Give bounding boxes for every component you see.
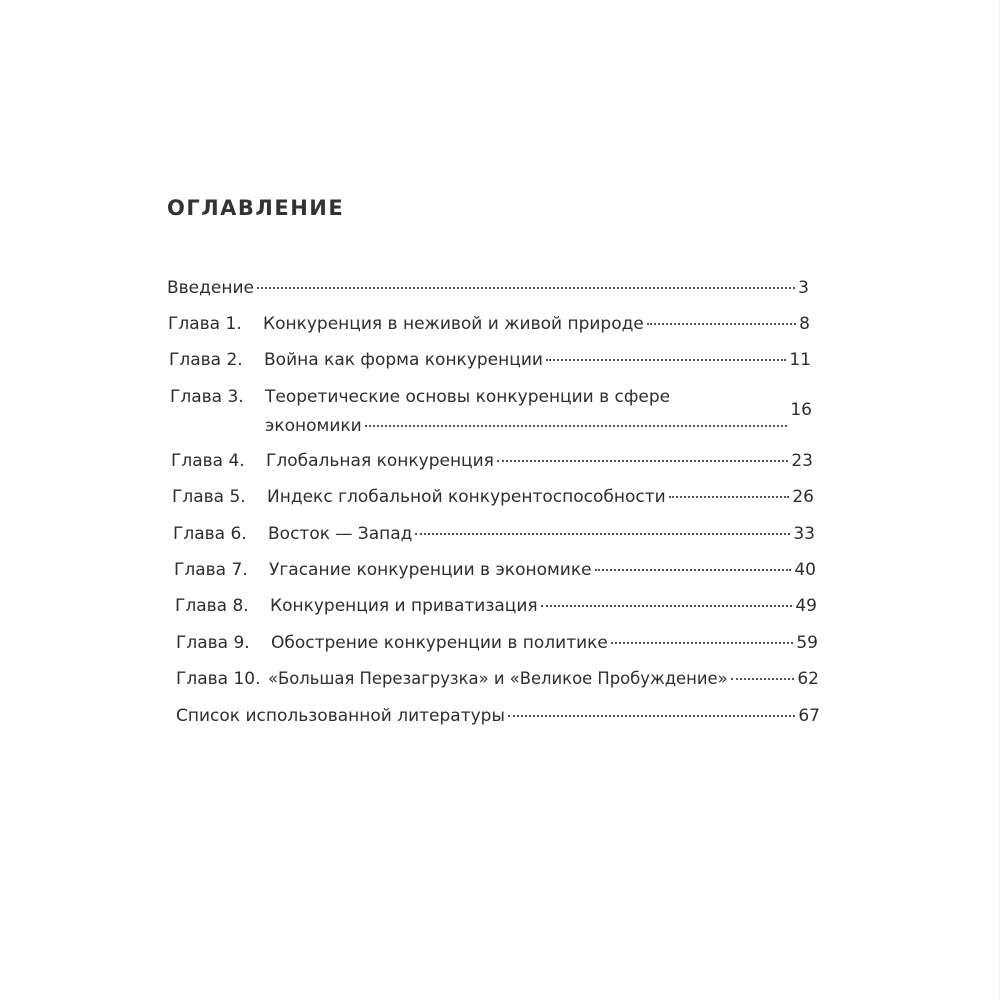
entry-title: Конкуренция и приватизация [270, 596, 538, 616]
dot-leader [497, 460, 788, 462]
toc-entry-chapter-6[interactable] [173, 523, 815, 545]
entry-title: Обострение конкуренции в политике [271, 633, 608, 653]
dot-leader [669, 496, 790, 498]
entry-title: Введение [167, 278, 254, 298]
dot-leader [257, 287, 795, 289]
chapter-label: Глава 4. [171, 451, 245, 471]
toc-heading: ОГЛАВЛЕНИЕ [167, 196, 345, 220]
page-number: 49 [795, 596, 817, 616]
entry-title: Конкуренция в неживой и живой природе [263, 314, 644, 334]
entry-title: Список использованной литературы [176, 706, 505, 726]
chapter-label: Глава 3. [170, 387, 244, 407]
page-number: 3 [798, 278, 809, 298]
chapter-label: Глава 9. [176, 633, 250, 653]
page-number: 40 [794, 560, 816, 580]
entry-title: Угасание конкуренции в экономике [269, 560, 592, 580]
toc-entry-chapter-4[interactable] [171, 450, 813, 472]
toc-entry-bibliography[interactable] [176, 705, 820, 727]
chapter-label: Глава 2. [169, 350, 243, 370]
toc-entry-chapter-10[interactable] [176, 668, 819, 690]
page-number: 8 [799, 314, 810, 334]
toc-entry-chapter-7[interactable] [174, 559, 816, 581]
chapter-label: Глава 7. [174, 560, 248, 580]
toc-entry-chapter-5[interactable] [172, 486, 814, 508]
page-number: 16 [790, 400, 812, 420]
entry-title: Глобальная конкуренция [266, 451, 494, 471]
page-number: 33 [793, 524, 815, 544]
dot-leader [365, 425, 788, 427]
entry-title: Война как форма конкуренции [264, 350, 543, 370]
dot-leader [541, 605, 793, 607]
dot-leader [647, 323, 796, 325]
entry-title: «Большая Перезагрузка» и «Великое Пробуждение» [268, 669, 728, 688]
chapter-label: Глава 1. [168, 314, 242, 334]
page-number: 26 [792, 487, 814, 507]
dot-leader [508, 715, 795, 717]
chapter-label: Глава 10. [176, 669, 261, 689]
entry-title: Теоретические основы конкуренции в сфере [265, 387, 671, 407]
toc-entry-chapter-2[interactable] [169, 349, 811, 371]
toc-entry-chapter-1[interactable] [168, 313, 810, 335]
chapter-label: Глава 8. [175, 596, 249, 616]
chapter-label: Глава 5. [172, 487, 246, 507]
page-number: 23 [791, 451, 813, 471]
dot-leader [546, 359, 786, 361]
dot-leader [611, 642, 793, 644]
toc-entry-chapter-3[interactable] [170, 386, 812, 437]
page-number: 62 [797, 669, 819, 689]
entry-title: Восток — Запад [268, 524, 413, 544]
dot-leader [595, 569, 792, 571]
toc-entry-intro[interactable] [167, 277, 809, 299]
page-number: 11 [789, 350, 811, 370]
page-number: 59 [796, 633, 818, 653]
dot-leader [731, 678, 795, 680]
toc-entry-chapter-9[interactable] [176, 632, 818, 654]
toc-entry-chapter-8[interactable] [175, 595, 817, 617]
chapter-label: Глава 6. [173, 524, 247, 544]
entry-title-continued: экономики [265, 416, 362, 436]
page-number: 67 [798, 706, 820, 726]
dot-leader [415, 533, 790, 535]
entry-title: Индекс глобальной конкурентоспособности [267, 487, 666, 507]
